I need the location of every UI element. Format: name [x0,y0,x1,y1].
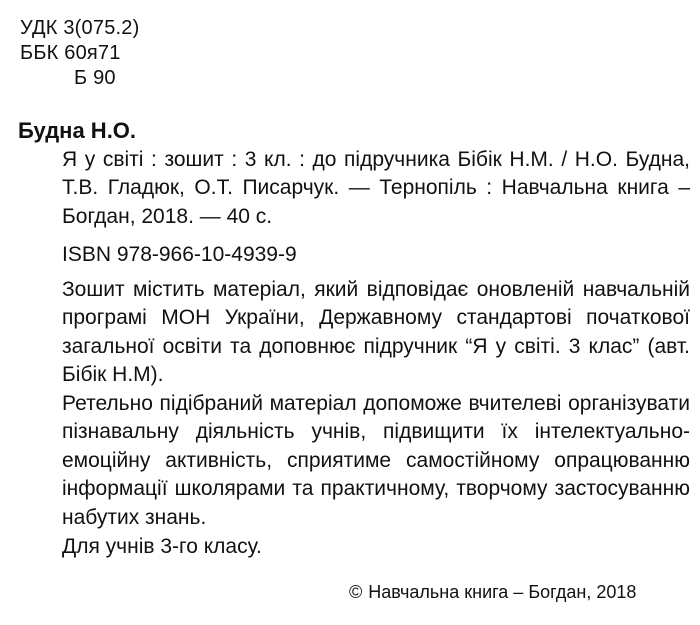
author-heading: Будна Н.О. [18,118,137,143]
bbk-code: ББК 60я71 [20,42,121,64]
classification-block [20,16,139,91]
copyright-symbol: © [349,582,363,602]
isbn-number: ISBN 978-966-10-4939-9 [62,243,297,266]
udk-code: УДК 3(075.2) [20,17,140,39]
annotation-paragraph-2 [18,390,690,532]
bibliographic-record [18,146,690,231]
bibliographic-text: Я у світі : зошит : 3 кл. : до підручника Бібік Н.М. / Н.О. Будна, Т.В. Гладюк, О.Т. Писарчук. — Тернопіль : Навчальна книга – Богдан, 2018. — 40 с. [62,148,690,228]
audience-text: Для учнів 3-го класу. [62,535,262,558]
author-mark: Б 90 [74,67,116,89]
copyright-line [349,580,636,604]
audience-note [18,533,690,561]
annotation-paragraph-1 [18,276,690,390]
annotation-text-1: Зошит містить матеріал, який відповідає оновленій навчальній програмі МОН України, Державному стандартові початкової загальної освіти та доповнює підручник “Я у світі. 3 клас” (авт. Бібік Н.М). [62,278,690,387]
annotation-text-2: Ретельно підібраний матеріал допоможе вчителеві організувати пізнавальну діяльність учнів, підвищити їх інтелектуально-емоційну активність, сприятиме самостійному опрацюванню інформації школярами та практичному, творчому застосуванню набутих знань. [62,392,690,529]
copyright-text: Навчальна книга – Богдан, 2018 [368,582,637,602]
